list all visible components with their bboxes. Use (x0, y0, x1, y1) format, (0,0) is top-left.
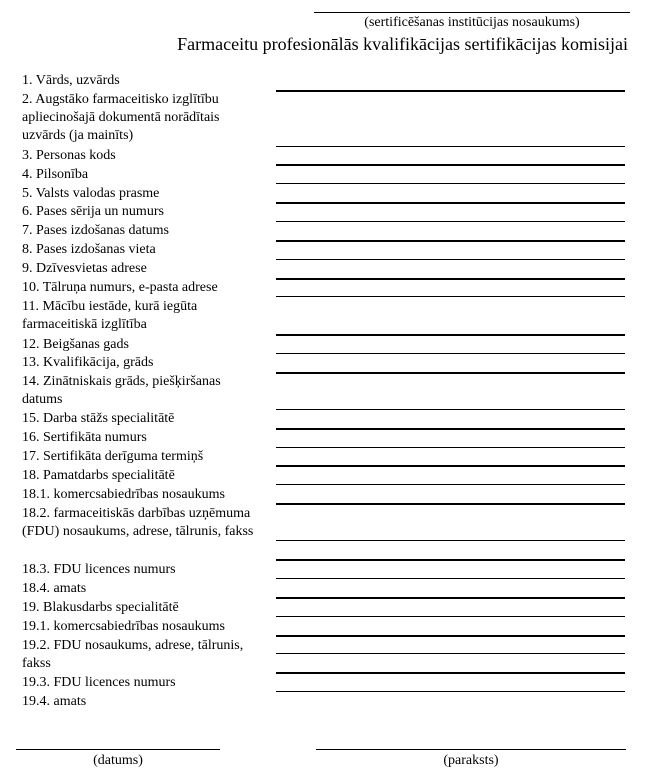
field-label-residence-address: 9. Dzīvesvietas adrese (22, 261, 147, 276)
field-line-name-surname[interactable] (276, 90, 625, 92)
field-label-previous-surname: 2. Augstāko farmaceitisko izglītību apliecinošajā dokumentā norādītais uzvārds (ja mainīts) (22, 92, 220, 144)
field-label-education-institution: 11. Mācību iestāde, kurā iegūta farmaceitiskā izglītība (22, 299, 198, 333)
field-label-main-work: 18. Pamatdarbs specialitātē (22, 468, 175, 483)
field-label-personal-code: 3. Personas kods (22, 148, 116, 163)
field-label-secondary-fdu-details: 19.2. FDU nosaukums, adrese, tālrunis, fakss (22, 638, 244, 672)
institution-name-caption: (sertificēšanas institūcijas nosaukums) (364, 15, 580, 30)
field-line-education-institution[interactable] (276, 334, 625, 336)
field-line-main-company-name[interactable] (276, 503, 625, 505)
field-label-passport-number: 6. Pases sērija un numurs (22, 204, 164, 219)
field-line-secondary-company-name[interactable] (276, 635, 625, 637)
field-line-citizenship[interactable] (276, 183, 625, 184)
field-line-main-fdu-details[interactable] (276, 540, 625, 541)
field-line-scientific-degree[interactable] (276, 409, 625, 410)
date-line[interactable] (16, 749, 220, 750)
field-line-work-experience[interactable] (276, 428, 625, 430)
field-line-passport-issue-date[interactable] (276, 240, 625, 242)
field-line-phone-email[interactable] (276, 296, 625, 297)
field-label-secondary-position: 19.4. amats (22, 694, 87, 709)
field-line-passport-number[interactable] (276, 221, 625, 222)
field-label-main-position: 18.4. amats (22, 581, 87, 596)
commission-title: Farmaceitu profesionālās kvalifikācijas sertifikācijas komisijai (177, 34, 628, 54)
field-line-graduation-year[interactable] (276, 353, 625, 354)
signature-line[interactable] (316, 749, 626, 750)
field-label-secondary-company-name: 19.1. komercsabiedrības nosaukums (22, 619, 225, 634)
field-label-name-surname: 1. Vārds, uzvārds (22, 73, 120, 88)
field-label-work-experience: 15. Darba stāžs specialitātē (22, 411, 175, 426)
field-label-certificate-validity: 17. Sertifikāta derīguma termiņš (22, 449, 204, 464)
field-label-citizenship: 4. Pilsonība (22, 167, 89, 182)
field-line-secondary-work[interactable] (276, 616, 625, 617)
field-line-secondary-fdu-details[interactable] (276, 672, 625, 674)
field-line-personal-code[interactable] (276, 164, 625, 166)
field-line-certificate-validity[interactable] (276, 465, 625, 467)
field-line-passport-issue-place[interactable] (276, 259, 625, 260)
field-line-qualification-degree[interactable] (276, 372, 625, 374)
field-line-secondary-fdu-details-upper[interactable] (276, 653, 625, 654)
field-line-main-work[interactable] (276, 484, 625, 485)
field-line-main-fdu-license-upper[interactable] (276, 559, 625, 561)
field-label-secondary-fdu-license: 19.3. FDU licences numurs (22, 675, 176, 690)
field-line-certificate-number[interactable] (276, 447, 625, 448)
field-label-phone-email: 10. Tālruņa numurs, e-pasta adrese (22, 280, 218, 295)
field-label-certificate-number: 16. Sertifikāta numurs (22, 430, 147, 445)
field-label-scientific-degree: 14. Zinātniskais grāds, piešķiršanas datums (22, 374, 221, 408)
field-label-secondary-work: 19. Blakusdarbs specialitātē (22, 600, 179, 615)
field-label-language-proficiency: 5. Valsts valodas prasme (22, 186, 160, 201)
field-line-secondary-fdu-license[interactable] (276, 691, 625, 692)
field-line-residence-address[interactable] (276, 278, 625, 280)
field-label-qualification-degree: 13. Kvalifikācija, grāds (22, 355, 154, 370)
field-line-main-position[interactable] (276, 597, 625, 599)
field-label-passport-issue-date: 7. Pases izdošanas datums (22, 223, 169, 238)
field-label-main-company-name: 18.1. komercsabiedrības nosaukums (22, 487, 225, 502)
field-line-language-proficiency[interactable] (276, 202, 625, 204)
field-label-main-fdu-license: 18.3. FDU licences numurs (22, 562, 176, 577)
field-line-main-fdu-license[interactable] (276, 578, 625, 579)
field-label-graduation-year: 12. Beigšanas gads (22, 337, 129, 352)
date-caption: (datums) (93, 753, 143, 768)
field-label-main-fdu-details: 18.2. farmaceitiskās darbības uzņēmuma (FDU) nosaukums, adrese, tālrunis, fakss (22, 506, 254, 540)
signature-caption: (paraksts) (443, 753, 499, 768)
field-label-passport-issue-place: 8. Pases izdošanas vieta (22, 242, 156, 257)
field-line-previous-surname[interactable] (276, 146, 625, 147)
